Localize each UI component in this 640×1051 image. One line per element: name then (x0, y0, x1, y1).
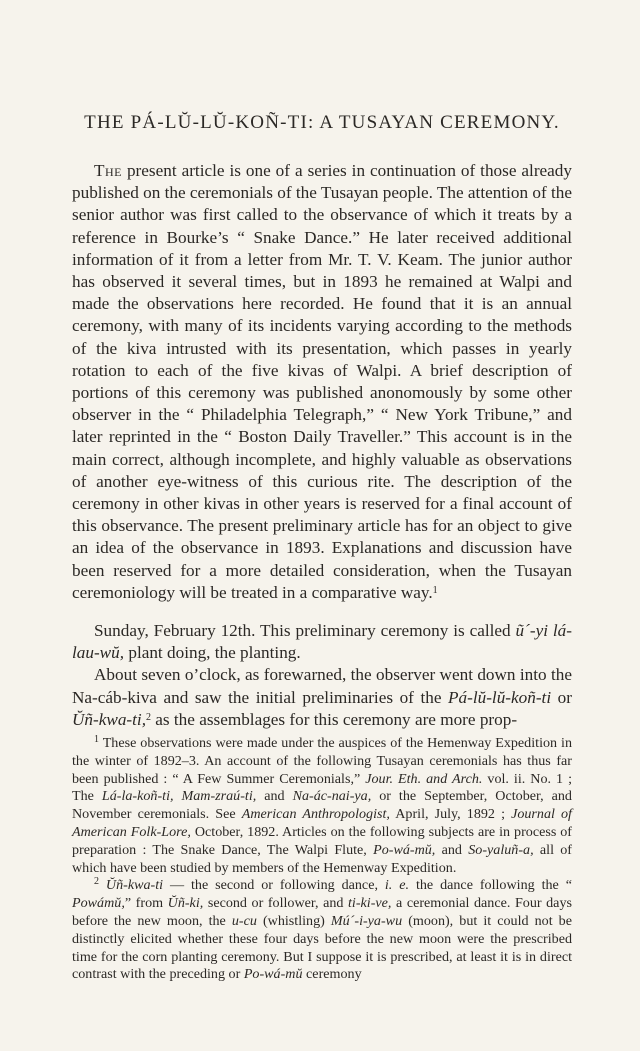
footnote-text: or the September, October, and November ceremonials. See (72, 788, 572, 823)
paragraph-text: as the assemblages for this ceremony are more prop- (151, 709, 518, 729)
footnote-text: and (435, 841, 469, 858)
section-gap (72, 604, 572, 620)
footnote-text: vol. ii. No. 1 ; The (72, 770, 572, 805)
paragraph-text: plant doing, the planting. (124, 643, 301, 663)
footnote-italic: u-cu (231, 913, 257, 930)
footnote-italic: So-yaluñ-a, (468, 841, 534, 858)
page (72, 112, 572, 984)
footnote-mark: 2 (94, 876, 99, 888)
footnote-2 (72, 877, 572, 984)
footnote-italic: Po-wá-mŭ, (373, 841, 436, 858)
native-term: Ŭñ-kwa-ti, (72, 709, 146, 729)
footnote-italic: Lá-la-koñ-ti, Mam-zraú-ti, (101, 788, 257, 805)
footnote-italic: American Anthropologist, (241, 806, 390, 823)
footnote-ref[interactable]: 2 (146, 711, 151, 723)
footnote-text: all of which have been studied by members of the Hemenway Expedition. (72, 841, 572, 876)
footnote-italic: Journal of American Folk-Lore, (72, 806, 572, 841)
footnote-italic: ti-ki-ve, (348, 895, 392, 912)
kiva-paragraph (72, 664, 572, 731)
footnote-text: ” from (124, 895, 168, 912)
footnote-italic: Na-ác-nai-ya, (292, 788, 372, 805)
footnote-text: April, July, 1892 ; (389, 806, 512, 823)
page-title: THE PÁ-LŬ-LŬ-KOÑ-TI: A TUSAYAN CEREMONY. (84, 112, 560, 133)
intro-paragraph (72, 160, 572, 604)
footnote-italic: Ŭñ-kwa-ti (105, 877, 164, 894)
footnote-italic: Jour. Eth. and Arch. (365, 770, 483, 787)
footnote-ref[interactable]: 1 (432, 584, 438, 596)
footnote-text: — the second or following dance, (163, 877, 385, 894)
footnote-text: These observations were made under the auspices of the Hemenway Expedition in the winter of 1892–3. An account of the following Tusayan ceremonials has thus far been published : “ A Few Summer Ceremonials,” (72, 735, 572, 787)
footnote-italic: Mú´-i-ya-wu (330, 913, 403, 930)
paragraph-text: Sunday, February 12th. This preliminary ceremony is called (94, 621, 516, 641)
paragraph-text: About seven o’clock, as forewarned, the observer went down into the Na-cáb-kiva and saw the initial preliminaries of the (72, 665, 572, 707)
paragraph-lead-word: The (94, 161, 122, 180)
footnotes (72, 735, 572, 984)
native-term: ũ´-yi lá-lau-wŭ, (72, 621, 572, 663)
footnote-text: a ceremonial dance. Four days before the new moon, the (72, 895, 572, 930)
footnote-text: and (256, 788, 293, 805)
footnote-italic: Powámŭ, (72, 895, 125, 912)
footnote-italic: Po-wá-mŭ (243, 966, 303, 983)
footnote-1 (72, 735, 572, 877)
footnote-text: ceremony (302, 966, 362, 983)
footnote-italic: i. e. (384, 877, 410, 894)
paragraph-text: or (551, 687, 572, 707)
footnote-text: (moon), but it could not be distinctly elicited whether these four days before the new moon were the prescribed time for the corn planting ceremony. But I suppose it is prescribed, at least it is in direct contrast with the preceding or (72, 913, 572, 983)
footnote-text: (whistling) (256, 913, 331, 930)
footnote-italic: Ŭñ-ki, (167, 895, 204, 912)
footnote-text: the dance following the “ (409, 877, 572, 894)
paragraph-text: present article is one of a series in continuation of those already published on the ceremonials of the Tusayan people. The attention of the senior author was first called to the observance of which it treats by a reference in Bourke’s “ Snake Dance.” He later received additional information of it from a letter from Mr. T. V. Keam. The junior author has observed it several times, but in 1893 he remained at Walpi and made the observations here recorded. He found that it is an annual ceremony, with many of its incidents varying according to the methods of the kiva intrusted with its presentation, which passes in yearly rotation to each of the five kivas of Walpi. A brief description of portions of this ceremony was published anonomously by some other observer in the “ Philadelphia Telegraph,” “ New York Tribune,” and later reprinted in the “ Boston Daily Traveller.” This account is in the main correct, although incomplete, and highly valuable as observations of another eye-witness of this curious rite. The description of the ceremony in other kivas in other years is reserved for a final account of this observance. The present preliminary article has for an object to give an idea of the observance in 1893. Explanations and discussion have been reserved for a more detailed consideration, when the Tusayan ceremoniology will be treated in a comparative way. (72, 161, 572, 602)
footnote-mark: 1 (94, 734, 99, 746)
native-term: Pá-lŭ-lŭ-koñ-ti (448, 687, 552, 707)
footnote-text: second or follower, and (203, 895, 349, 912)
footnote-text: October, 1892. Articles on the following subjects are in process of preparation : The Snake Dance, The Walpi Flute, (72, 824, 573, 858)
sunday-paragraph (72, 620, 572, 664)
